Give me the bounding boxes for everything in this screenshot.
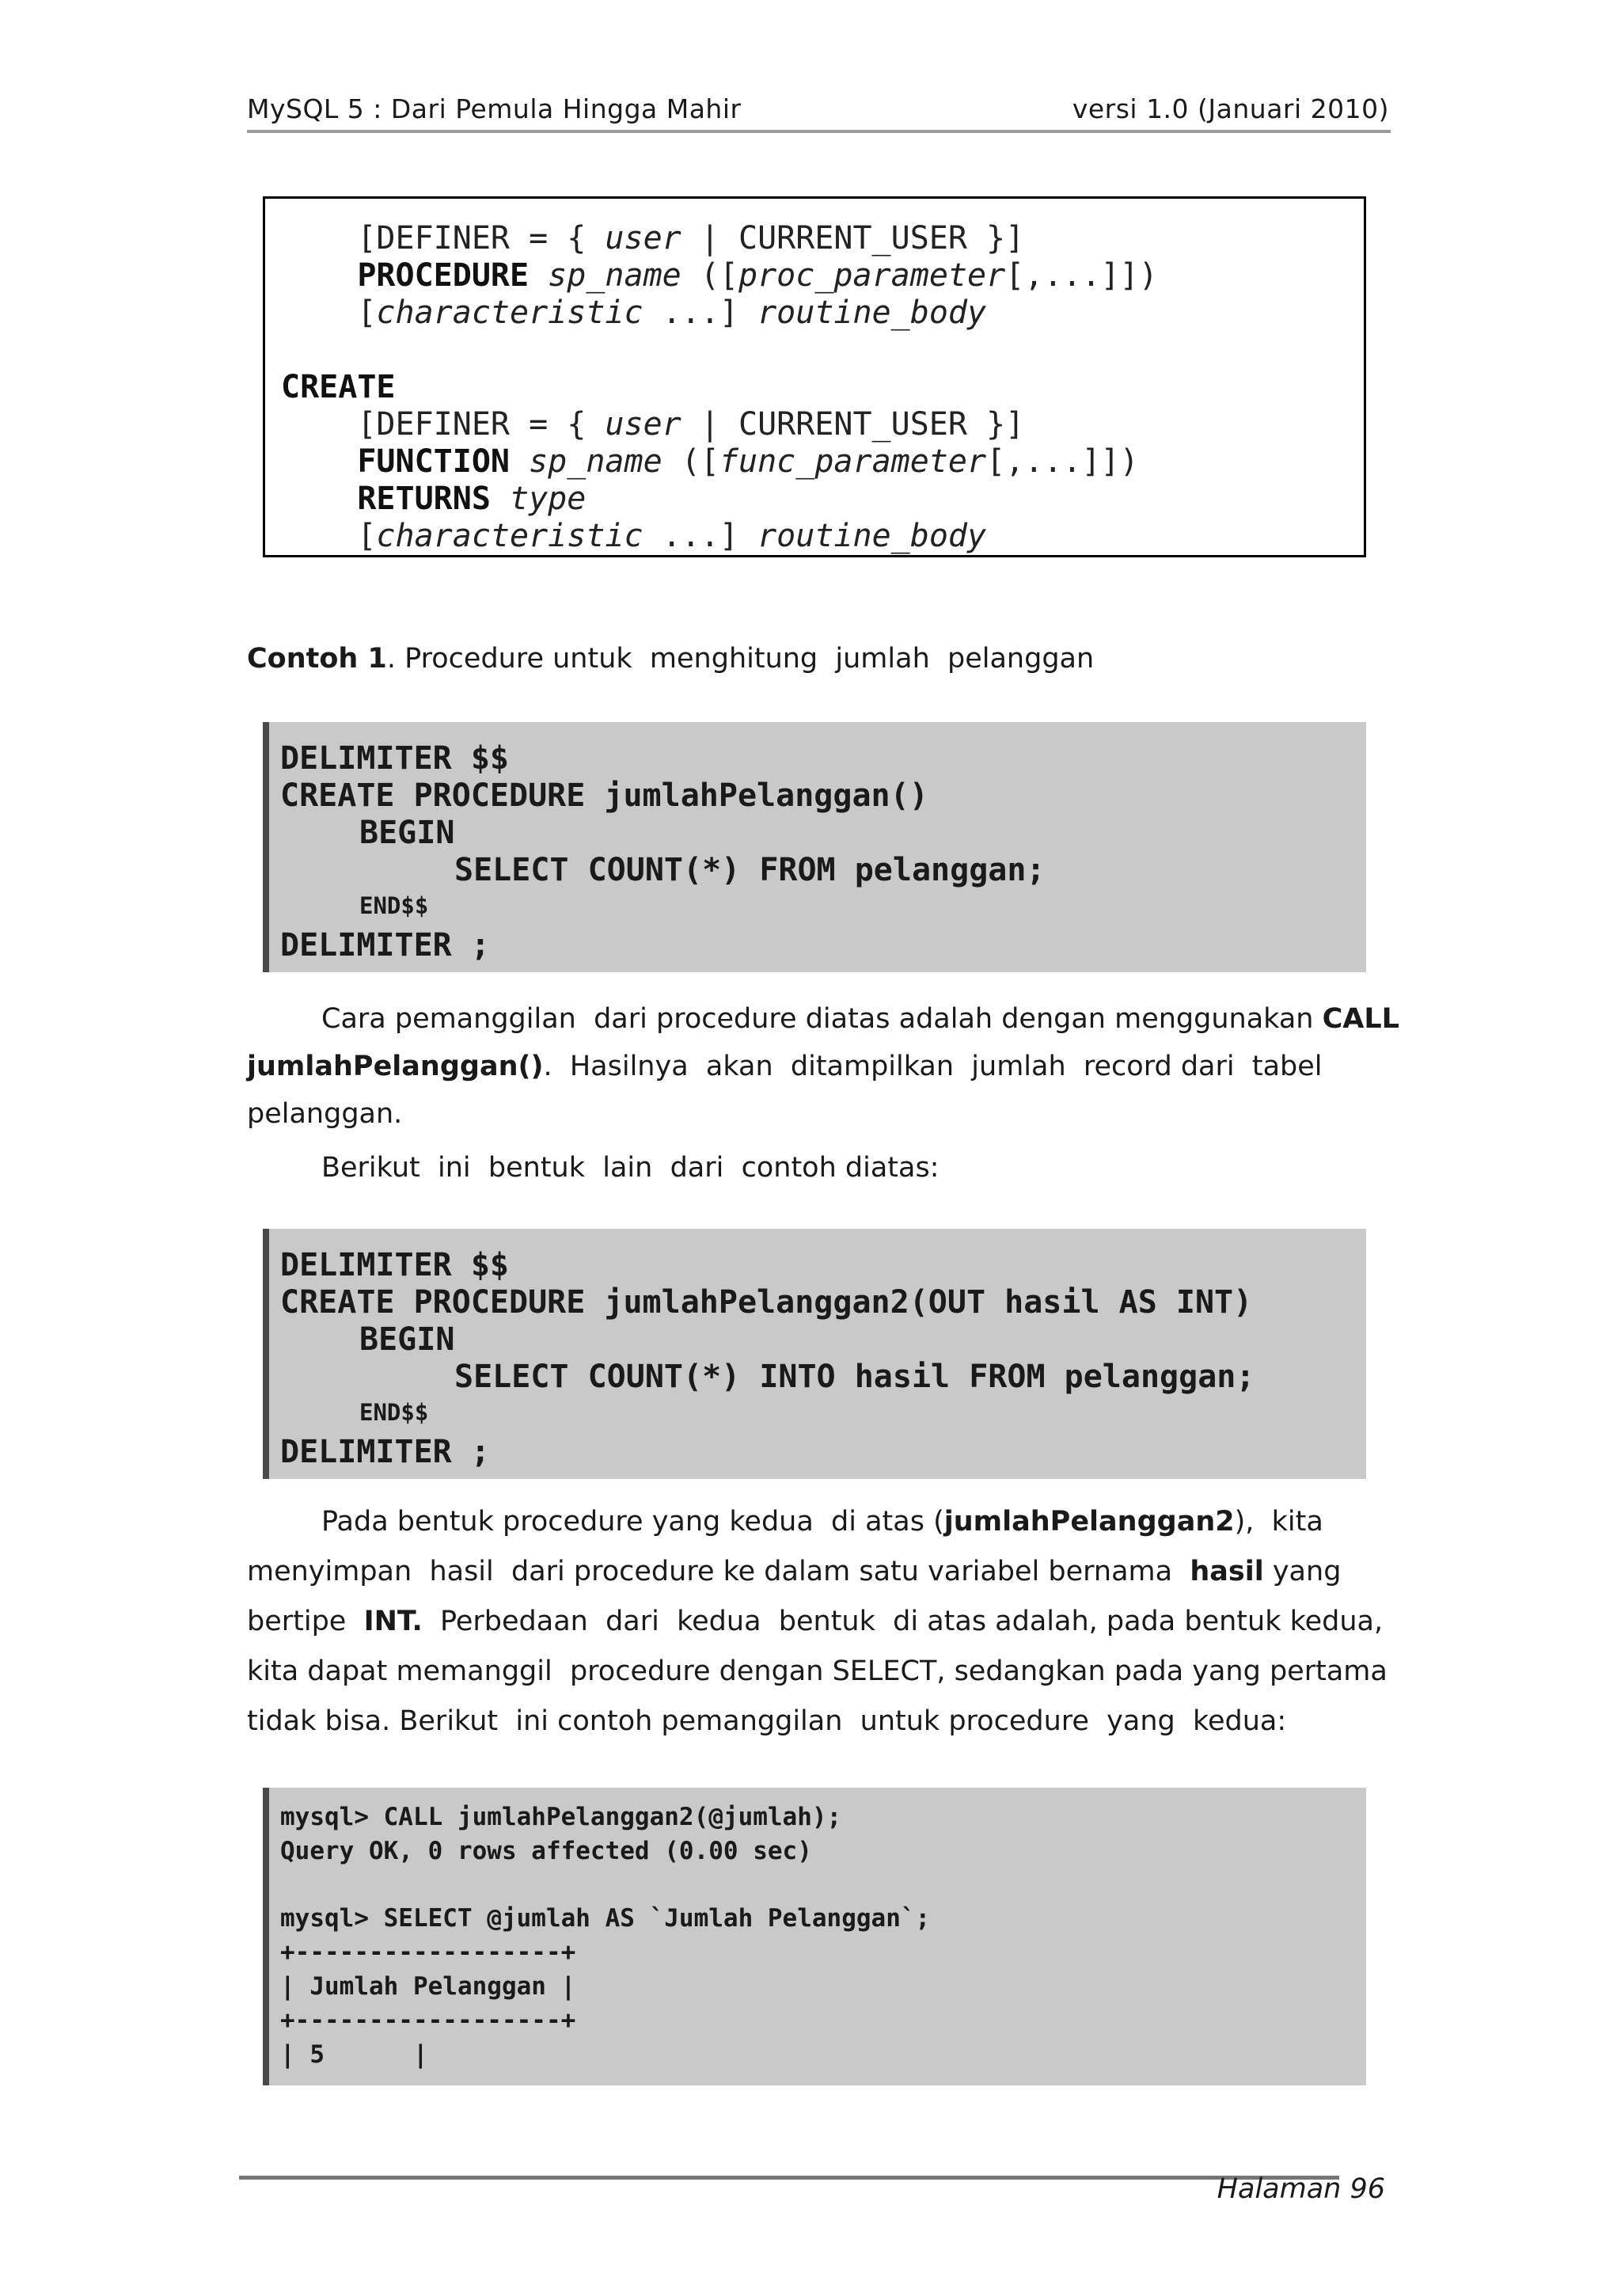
paragraph-line: pelanggan. xyxy=(247,1098,403,1130)
syntax-token: proc_parameter xyxy=(738,257,1006,294)
syntax-line xyxy=(281,483,586,515)
syntax-line xyxy=(281,297,986,329)
syntax-token: characteristic xyxy=(376,518,643,554)
syntax-token xyxy=(491,481,510,517)
syntax-token: ...] xyxy=(643,295,758,331)
syntax-line xyxy=(281,220,1025,257)
syntax-token: [,...]]) xyxy=(1005,257,1158,294)
syntax-line xyxy=(281,520,986,552)
paragraph-line: Cara pemanggilan dari procedure diatas adalah dengan menggunakan CALL xyxy=(321,1003,1399,1035)
syntax-token: PROCEDURE xyxy=(357,257,530,294)
syntax-token: sp_name xyxy=(548,257,681,294)
console-line: | Jumlah Pelanggan | xyxy=(280,1972,576,2001)
page-number: Halaman 96 xyxy=(1217,2173,1385,2205)
syntax-token: user xyxy=(605,220,681,257)
syntax-line xyxy=(281,406,1025,443)
example-caption xyxy=(247,643,1094,675)
paragraph-line: kita dapat memanggil procedure dengan SELECT, sedangkan pada yang pertama xyxy=(247,1655,1388,1687)
code-block-example1 xyxy=(263,722,1366,972)
code-line: END$$ xyxy=(359,1399,429,1426)
syntax-token: ([ xyxy=(662,443,719,480)
footer-divider xyxy=(239,2176,1339,2180)
paragraph-line: tidak bisa. Berikut ini contoh pemanggilan untuk procedure yang kedua: xyxy=(247,1705,1287,1737)
paragraph-line: menyimpan hasil dari procedure ke dalam satu variabel bernama hasil yang xyxy=(247,1556,1342,1587)
syntax-line xyxy=(281,443,1139,480)
console-output-block xyxy=(263,1788,1366,2085)
console-line: +------------------+ xyxy=(280,2006,576,2035)
syntax-token: ([ xyxy=(681,257,738,294)
syntax-token: user xyxy=(605,406,681,443)
console-line: | 5 | xyxy=(280,2040,428,2069)
console-line: +------------------+ xyxy=(280,1938,576,1967)
code-line: CREATE PROCEDURE jumlahPelanggan() xyxy=(280,777,928,814)
syntax-token: characteristic xyxy=(376,295,643,331)
code-line: DELIMITER $$ xyxy=(280,1247,509,1283)
syntax-token: | CURRENT_USER }] xyxy=(681,220,1025,257)
syntax-box xyxy=(263,196,1366,557)
syntax-token: RETURNS xyxy=(357,481,491,517)
syntax-token: func_parameter xyxy=(719,443,987,480)
syntax-token xyxy=(510,443,529,480)
paragraph-line: bertipe INT. Perbedaan dari kedua bentuk di atas adalah, pada bentuk kedua, xyxy=(247,1606,1384,1637)
paragraph-line: Berikut ini bentuk lain dari contoh diatas: xyxy=(321,1152,940,1184)
syntax-token: [ xyxy=(357,295,377,331)
syntax-token: ...] xyxy=(643,518,758,554)
paragraph-line: jumlahPelanggan(). Hasilnya akan ditampilkan jumlah record dari tabel xyxy=(247,1051,1323,1082)
example-caption-label: Contoh 1 xyxy=(247,643,387,675)
syntax-token: routine_body xyxy=(757,295,987,331)
syntax-token: routine_body xyxy=(757,518,987,554)
console-line: mysql> SELECT @jumlah AS `Jumlah Pelanggan`; xyxy=(280,1904,931,1933)
code-line: BEGIN xyxy=(359,1321,455,1358)
header-divider xyxy=(247,130,1391,133)
syntax-token: [DEFINER = { xyxy=(357,220,606,257)
syntax-line xyxy=(281,257,1158,294)
page-header-version: versi 1.0 (Januari 2010) xyxy=(1072,93,1389,124)
syntax-token: [DEFINER = { xyxy=(357,406,606,443)
example-caption-text: . Procedure untuk menghitung jumlah pelanggan xyxy=(386,643,1095,675)
code-line: DELIMITER ; xyxy=(280,927,490,964)
syntax-token xyxy=(529,257,548,294)
syntax-token: [,...]]) xyxy=(986,443,1139,480)
syntax-token: CREATE xyxy=(281,369,396,405)
console-line: mysql> CALL jumlahPelanggan2(@jumlah); xyxy=(280,1803,842,1831)
code-line: CREATE PROCEDURE jumlahPelanggan2(OUT hasil AS INT) xyxy=(280,1284,1253,1321)
syntax-line xyxy=(281,371,396,403)
code-line: SELECT COUNT(*) INTO hasil FROM pelanggan; xyxy=(454,1359,1255,1395)
code-line: BEGIN xyxy=(359,815,455,851)
code-block-example2 xyxy=(263,1229,1366,1479)
code-line: DELIMITER ; xyxy=(280,1434,490,1470)
code-line: DELIMITER $$ xyxy=(280,740,509,777)
code-line: SELECT COUNT(*) FROM pelanggan; xyxy=(454,852,1046,888)
console-line: Query OK, 0 rows affected (0.00 sec) xyxy=(280,1837,812,1865)
syntax-token: sp_name xyxy=(529,443,662,480)
paragraph-line: Pada bentuk procedure yang kedua di atas (jumlahPelanggan2), kita xyxy=(321,1506,1323,1538)
page-header-title: MySQL 5 : Dari Pemula Hingga Mahir xyxy=(247,93,742,124)
syntax-token: type xyxy=(510,481,587,517)
code-line: END$$ xyxy=(359,892,429,919)
syntax-token: [ xyxy=(357,518,377,554)
syntax-token: | CURRENT_USER }] xyxy=(681,406,1025,443)
syntax-token: FUNCTION xyxy=(357,443,510,480)
